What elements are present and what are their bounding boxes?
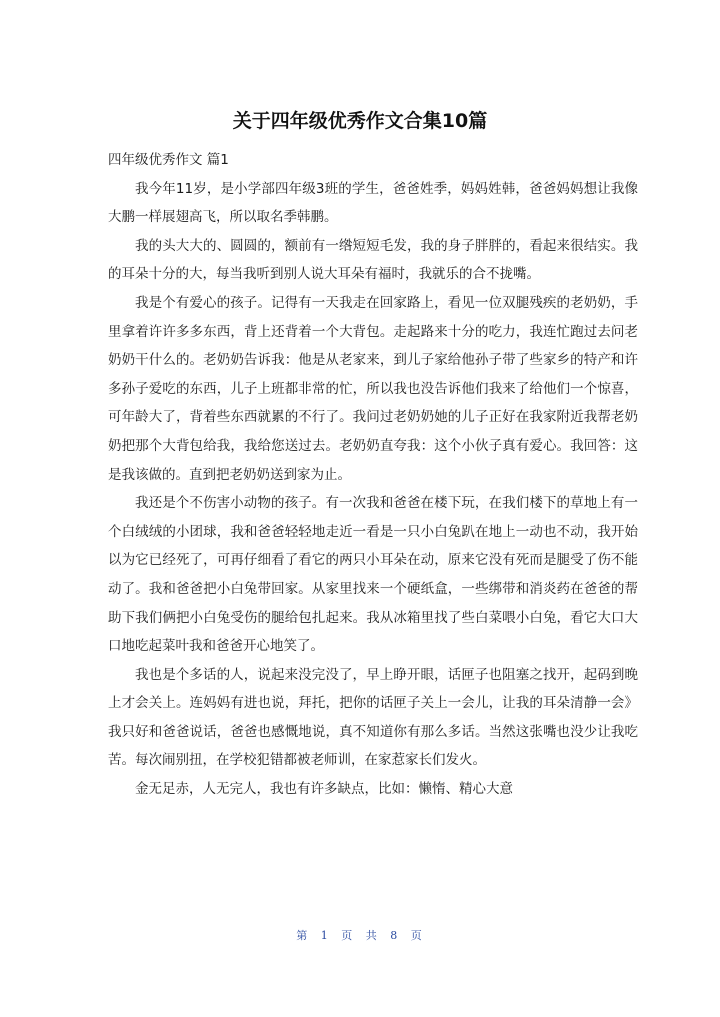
paragraph-4: 我还是个不伤害小动物的孩子。有一次我和爸爸在楼下玩，在我们楼下的草地上有一个白绒绒的小团球，我和爸爸轻轻地走近一看是一只小白兔趴在地上一动也不动，我开始以为它已经死了，可再仔细看了看它的两只小耳朵在动，原来它没有死而是腿受了伤不能动了。我和爸爸把小白兔带回家。从家里找来一个硬纸盒，一些绑带和消炎药在爸爸的帮助下我们俩把小白兔受伤的腿给包扎起来。我从冰箱里找了些白菜喂小白兔，看它大口大口地吃起菜叶我和爸爸开心地笑了。 (108, 495, 638, 655)
paragraph-2: 我的头大大的、圆圆的，额前有一绺短短毛发，我的身子胖胖的，看起来很结实。我的耳朵十分的大，每当我听到别人说大耳朵有福时，我就乐的合不拢嘴。 (108, 237, 638, 283)
paragraph-6: 金无足赤，人无完人，我也有许多缺点，比如：懒惰、精心大意 (135, 781, 513, 798)
document-title: 关于四年级优秀作文合集10篇 (232, 110, 488, 132)
document-body (108, 146, 638, 804)
paragraph-1: 我今年11岁，是小学部四年级3班的学生，爸爸姓季，妈妈姓韩，爸爸妈妈想让我像大鹏一样展翅高飞，所以取名季韩鹏。 (108, 180, 638, 226)
page-footer: 第 1 页 共 8 页 (296, 929, 424, 942)
section-subheading: 四年级优秀作文 篇1 (108, 152, 229, 168)
paragraph-3: 我是个有爱心的孩子。记得有一天我走在回家路上，看见一位双腿残疾的老奶奶，手里拿着许许多多东西，背上还背着一个大背包。走起路来十分的吃力，我连忙跑过去问老奶奶干什么的。老奶奶告诉我：他是从老家来，到儿子家给他孙子带了些家乡的特产和许多孙子爱吃的东西，儿子上班都非常的忙，所以我也没告诉他们我来了给他们一个惊喜，可年龄大了，背着些东西就累的不行了。我问过老奶奶她的儿子正好在我家附近我帮老奶奶把那个大背包给我，我给您送过去。老奶奶直夸我：这个小伙子真有爱心。我回答：这是我该做的。直到把老奶奶送到家为止。 (108, 294, 638, 483)
paragraph-5: 我也是个多话的人，说起来没完没了，早上睁开眼，话匣子也阻塞之找开，起码到晚上才会关上。连妈妈有进也说，拜托，把你的话匣子关上一会儿，让我的耳朵清静一会》我只好和爸爸说话，爸爸也感慨地说，真不知道你有那么多话。当然这张嘴也没少让我吃苦。每次闹别扭，在学校犯错都被老师训，在家惹家长们发火。 (108, 666, 638, 769)
